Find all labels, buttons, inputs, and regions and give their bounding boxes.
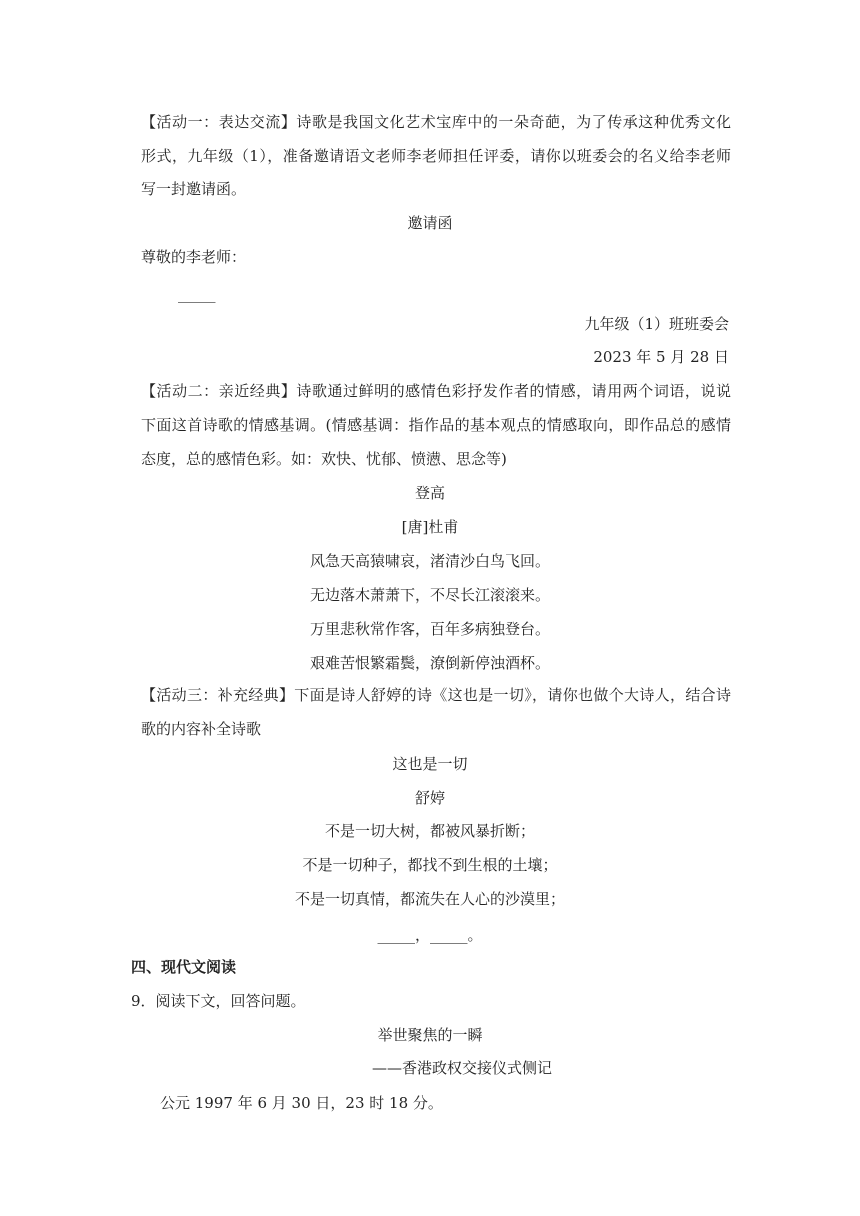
activity1-line-2: 形式，九年级（1），准备邀请语文老师李老师担任评委，请你以班委会的名义给李老师	[141, 147, 731, 165]
poem1-line-3: 万里悲秋常作客，百年多病独登台。	[309, 620, 550, 638]
letter-answer-blank: _____	[178, 285, 216, 303]
activity3-line-1: 【活动三：补充经典】下面是诗人舒婷的诗《这也是一切》，请你也做个大诗人，结合诗	[141, 686, 731, 704]
letter-title: 邀请函	[407, 214, 453, 232]
poem2-title: 这也是一切	[392, 755, 468, 773]
poem2-author: 舒婷	[414, 789, 445, 807]
poem2-line-3: 不是一切真情，都流失在人心的沙漠里；	[294, 890, 565, 908]
activity1-line-1: 【活动一：表达交流】诗歌是我国文化艺术宝库中的一朵奇葩，为了传承这种优秀文化	[141, 113, 731, 131]
letter-salutation: 尊敬的李老师：	[141, 248, 247, 266]
article-subtitle-text: ——香港政权交接仪式侧记	[371, 1059, 552, 1077]
activity2-line-3: 态度，总的感情色彩。如：欢快、忧郁、愤懑、思念等)	[141, 450, 507, 468]
section4-heading: 四、现代文阅读	[131, 958, 237, 976]
poem1-line-4: 艰难苦恨繁霜鬓，潦倒新停浊酒杯。	[309, 654, 550, 672]
question-9: 9．阅读下文，回答问题。	[131, 992, 306, 1010]
activity2-line-2: 下面这首诗歌的情感基调。(情感基调：指作品的基本观点的情感取向，即作品总的感情	[141, 416, 731, 434]
poem1-author: [唐]杜甫	[401, 518, 459, 536]
poem2-line-2: 不是一切种子，都找不到生根的土壤；	[302, 856, 558, 874]
letter-date: 2023 年 5 月 28 日	[593, 348, 729, 366]
poem1-title: 登高	[414, 484, 445, 502]
poem2-answer-blanks: _____，_____。	[377, 926, 483, 944]
poem1-line-1: 风急天高猿啸哀，渚清沙白鸟飞回。	[309, 552, 550, 570]
activity1-line-3: 写一封邀请函。	[141, 180, 247, 198]
article-first-line: 公元 1997 年 6 月 30 日，23 时 18 分。	[160, 1094, 443, 1112]
activity3-line-2: 歌的内容补全诗歌	[141, 720, 262, 738]
poem1-line-2: 无边落木萧萧下，不尽长江滚滚来。	[309, 586, 550, 604]
poem2-line-1: 不是一切大树，都被风暴折断；	[324, 822, 535, 840]
letter-signature: 九年级（1）班班委会	[584, 315, 729, 333]
article-title: 举世聚焦的一瞬	[377, 1026, 483, 1044]
article-subtitle	[0, 1058, 860, 1078]
activity2-line-1: 【活动二：亲近经典】诗歌通过鲜明的感情色彩抒发作者的情感，请用两个词语，说说	[141, 382, 731, 400]
